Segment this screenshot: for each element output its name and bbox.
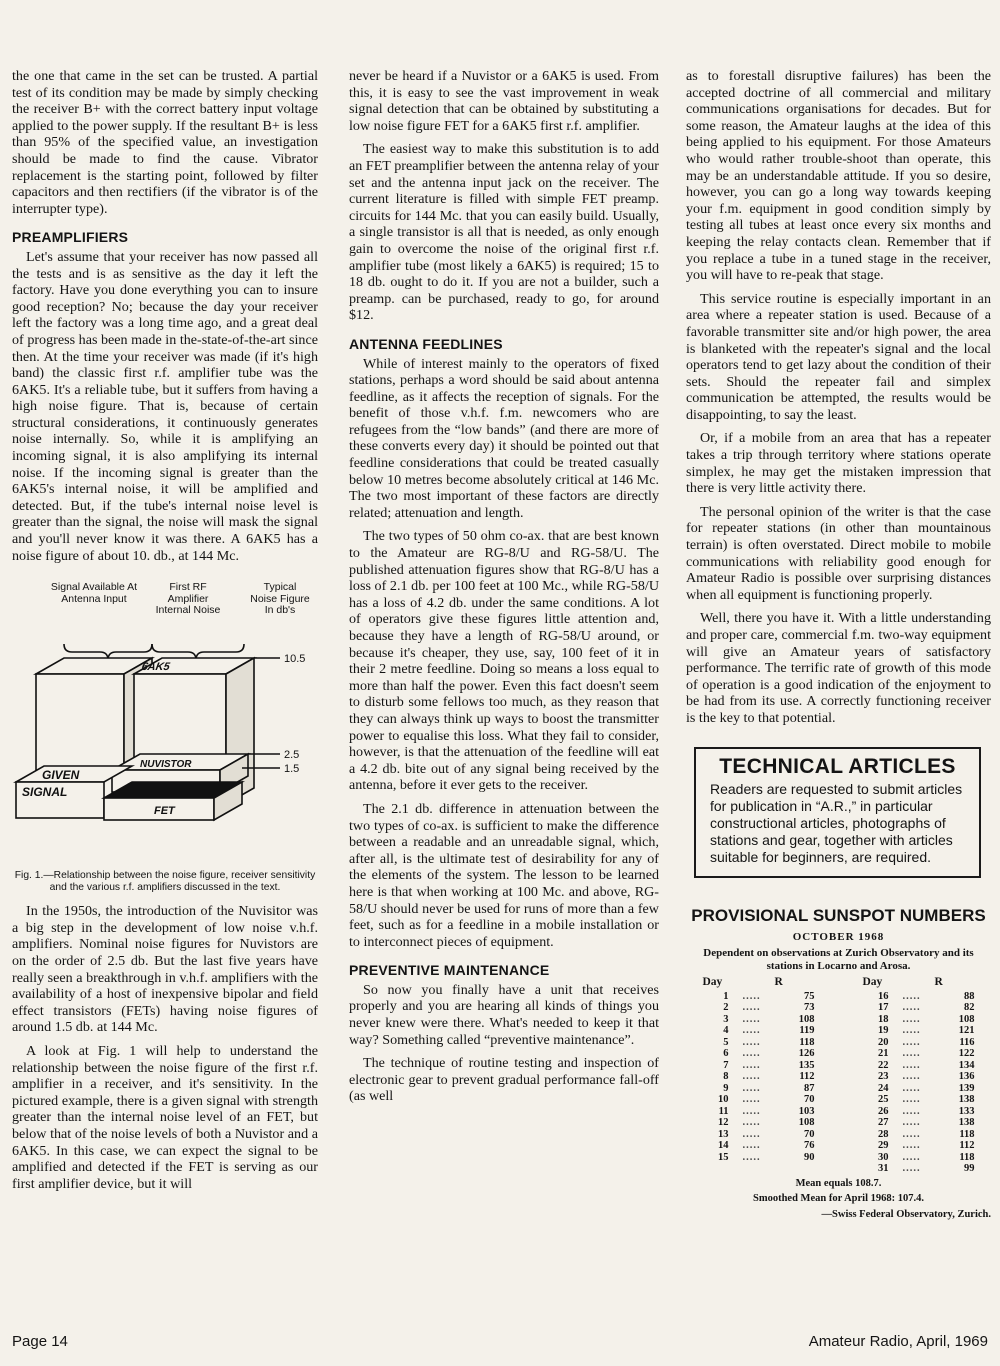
- dots-leader: [732, 1163, 772, 1175]
- gap-cell: [818, 1106, 860, 1118]
- dots-leader: .....: [902, 1013, 921, 1025]
- figure-label-first-rf: First RF Amplifier Internal Noise: [155, 581, 221, 617]
- paragraph: A look at Fig. 1 will help to understand the relationship between the noise figure of the first r.f. amplifier in a receiver, and it's sensitivity. In the pictured example, there is a given signal with strength greater than the internal noise level of an FET, but below that of the noise levels of both a Nuvistor and a 6AK5. In this case, we can expect the signal to be amplified and detected if the FET is serving as our first amplifier device, but it will: [12, 1042, 318, 1192]
- day-cell: 19: [878, 1025, 889, 1037]
- r-cell: 75: [804, 990, 815, 1002]
- dots-leader: .....: [742, 1059, 761, 1071]
- table-row: [700, 1025, 978, 1037]
- dots-leader: .....: [902, 1117, 921, 1129]
- day-cell: 30: [878, 1151, 889, 1163]
- dots-leader: .....: [902, 1059, 921, 1071]
- section-heading-antenna-feedlines: ANTENNA FEEDLINES: [349, 335, 503, 352]
- gap-cell: [818, 1048, 860, 1060]
- gap-cell: [818, 1025, 860, 1037]
- dots-leader: .....: [742, 990, 761, 1002]
- column-header-r: R: [774, 976, 783, 989]
- dots-leader: .....: [742, 1128, 761, 1140]
- tick-label-2-5: 2.5: [284, 749, 300, 762]
- tick-label-1-5: 1.5: [284, 763, 300, 776]
- tick-label-10-5: 10.5: [284, 653, 306, 666]
- gap-cell: [818, 1002, 860, 1014]
- gap-cell: [818, 1163, 860, 1175]
- dots-leader: .....: [742, 1117, 761, 1129]
- gap-cell: [818, 1071, 860, 1083]
- dots-leader: .....: [902, 1163, 921, 1175]
- table-row: [700, 1014, 978, 1026]
- r-cell: [772, 1163, 818, 1175]
- r-cell: 108: [798, 1117, 815, 1129]
- table-row: [700, 1071, 978, 1083]
- paragraph: Or, if a mobile from an area that has a repeater takes a trip through territory where stations operate simplex, he may get the mistaken impression that there is very little activity there.: [686, 430, 991, 497]
- dots-leader: .....: [742, 1105, 761, 1117]
- r-cell: 138: [958, 1117, 975, 1129]
- r-cell: 136: [958, 1071, 975, 1083]
- day-cell: 7: [723, 1059, 729, 1071]
- day-cell: 9: [723, 1082, 729, 1094]
- table-row: [700, 1140, 978, 1152]
- column-header-day: Day: [862, 976, 883, 989]
- dots-leader: .....: [742, 1013, 761, 1025]
- day-cell: 17: [878, 1002, 889, 1014]
- sunspot-mean: Mean equals 108.7.: [795, 1177, 882, 1189]
- page-number: Page 14: [12, 1333, 68, 1350]
- day-cell: 25: [878, 1094, 889, 1106]
- sunspot-dependent-note: Dependent on observations at Zurich Observatory and its stations in Locarno and Arosa.: [703, 947, 974, 973]
- column-header-r: R: [934, 976, 943, 989]
- day-cell: 21: [878, 1048, 889, 1060]
- table-row: [700, 1117, 978, 1129]
- sunspot-source: —Swiss Federal Observatory, Zurich.: [821, 1208, 991, 1220]
- r-cell: 118: [959, 1151, 975, 1163]
- paragraph: the one that came in the set can be trusted. A partial test of its condition may be made by simply checking the receiver B+ with the correct battery input voltage applied to the power supply. If the resultant B+ is less than 95% of the specified value, an investigation should be made to find the cause. Vibrator replacement is the starting point, followed by filter capacitors and then rectifiers (if the vibrator is of the interrupter type).: [12, 68, 318, 217]
- gap-cell: [818, 1152, 860, 1164]
- r-cell: 118: [959, 1128, 975, 1140]
- paragraph: never be heard if a Nuvistor or a 6AK5 is used. From this, it is easy to see the vast improvement in weak signal detection that can be obtained by substituting a low noise figure FET for a 6AK5 first r.f. amplifier.: [349, 68, 659, 134]
- table-row: [700, 1152, 978, 1164]
- r-cell: 82: [964, 1002, 975, 1014]
- day-cell: 13: [718, 1128, 729, 1140]
- day-cell: 3: [723, 1013, 729, 1025]
- table-row: [700, 1002, 978, 1014]
- block-label-signal: SIGNAL: [22, 785, 68, 800]
- paragraph: as to forestall disruptive failures) has been the accepted doctrine of all commercial and military communications organisations for decades. But for some reason, the Amateur laughs at the idea of this being applied to his equipment. For those Amateurs who would rather trouble-shoot than operate, this may be an understandable attitude. If you so desire, however, you can go a long way towards keeping your f.m. equipment in good condition simply by testing all tubes at least once every six months and keeping the relay contacts clean. Remember that if you replace a tube in a tuned stage in the receiver, you will have to re-peak that stage.: [686, 68, 991, 284]
- dots-leader: .....: [902, 1002, 921, 1014]
- day-cell: 6: [723, 1048, 729, 1060]
- r-cell: 108: [958, 1013, 975, 1025]
- block-label-nuvistor: NUVISTOR: [140, 759, 192, 771]
- r-cell: 108: [798, 1013, 815, 1025]
- block-label-given: GIVEN: [42, 768, 80, 783]
- r-cell: 121: [958, 1025, 975, 1037]
- r-cell: 134: [958, 1059, 975, 1071]
- column-3: [686, 68, 991, 1223]
- dots-leader: .....: [902, 1128, 921, 1140]
- dots-leader: .....: [902, 1071, 921, 1083]
- figure-caption: Fig. 1.—Relationship between the noise figure, receiver sensitivity and the various r.f. amplifiers discussed in the text.: [14, 870, 316, 893]
- r-cell: 99: [964, 1163, 975, 1175]
- r-cell: 122: [958, 1048, 975, 1060]
- gap-cell: [818, 1117, 860, 1129]
- column-header-day: Day: [702, 976, 723, 989]
- day-cell: 2: [723, 1002, 729, 1014]
- paragraph: The 2.1 db. difference in attenuation between the two types of co-ax. is sufficient to make the difference between a readable and an unreadable signal, which, after all, is the ultimate test of desirability for any of the elements of the system. The lesson to be learned here is that when working at 100 Mc. and above, RG-58/U should never be used for runs of more than a few feet, such as for a feedline in a mobile installation or to interconnect pieces of equipment.: [349, 800, 659, 950]
- day-cell: 23: [878, 1071, 889, 1083]
- dots-leader: .....: [742, 1036, 761, 1048]
- gap-cell: [818, 1037, 860, 1049]
- figure-label-noise: Typical Noise Figure In db's: [250, 581, 310, 617]
- r-cell: 88: [964, 990, 975, 1002]
- r-cell: 112: [799, 1071, 815, 1083]
- sunspot-table: [700, 977, 978, 1175]
- day-cell: 12: [718, 1117, 729, 1129]
- sunspot-month: OCTOBER 1968: [792, 930, 885, 943]
- dots-leader: .....: [902, 1140, 921, 1152]
- dots-leader: .....: [902, 1082, 921, 1094]
- block-label-fet: FET: [154, 805, 175, 818]
- day-cell: 14: [718, 1140, 729, 1152]
- dots-leader: .....: [902, 1048, 921, 1060]
- paragraph: The technique of routine testing and inspection of electronic gear to prevent gradual performance fall-off (as well: [349, 1055, 659, 1105]
- sunspot-section: [686, 908, 991, 1223]
- table-header-row: [700, 977, 978, 991]
- table-row: [700, 1163, 978, 1175]
- day-cell: 1: [723, 990, 729, 1002]
- paragraph: Well, there you have it. With a little understanding and proper care, commercial f.m. two-way equipment will give an Amateur years of satisfactory performance. The terrific rate of growth of this mode of operation is a good indication of the enjoyment to be had from its use. A correctly functioning receiver is the key to that potential.: [686, 610, 991, 726]
- r-cell: 133: [958, 1105, 975, 1117]
- day-cell: 28: [878, 1128, 889, 1140]
- table-row: [700, 1094, 978, 1106]
- paragraph: Let's assume that your receiver has now passed all the tests and is as sensitive as the day it left the factory. Have you done everything you can to insure good reception? No; because the day your receiver left the factory was a long time ago, and a great deal of progress has been made in the-state-of-the-art since then. At the time your receiver was made (if it's high band) the classic first r.f. amplifier tube was the 6AK5. It's a reliable tube, but it suffers from having a high noise figure. That is, because of certain structural considerations, it continuously generates noise internally. So, while it is amplifying an incoming signal, it is also amplifying its internal noise. If the incoming signal is greater than the 6AK5's internal noise, it will be amplified and detected. But, if the tube's internal noise level is greater than the signal, the noise will mask the signal and you'll never know it was there. A 6AK5 has a noise figure of about 10. db., at 144 Mc.: [12, 248, 318, 564]
- r-cell: 112: [959, 1140, 975, 1152]
- dots-leader: .....: [742, 1025, 761, 1037]
- noise-figure-diagram: [12, 574, 318, 864]
- paragraph: So now you finally have a unit that receives properly and you are hearing all kinds of things you never knew were there. What's needed to keep it that way? Something called “preventive maintenance”.: [349, 981, 659, 1048]
- day-cell: 4: [723, 1025, 729, 1037]
- figure-label-signal: Signal Available At Antenna Input: [50, 581, 138, 605]
- dots-leader: .....: [902, 1105, 921, 1117]
- day-cell: 27: [878, 1117, 889, 1129]
- table-row: [700, 1037, 978, 1049]
- sunspot-table-body: [700, 991, 978, 1175]
- section-heading-preventive-maintenance: PREVENTIVE MAINTENANCE: [349, 962, 550, 979]
- r-cell: 76: [804, 1140, 815, 1152]
- paragraph: The two types of 50 ohm co-ax. that are best known to the Amateur are RG-8/U and RG-58/U. The published attenuation figures show that RG-8/U has a loss of 2.1 db. per 100 feet at 100 Mc., while RG-58/U has a loss of 4.2 db. under the same conditions. A lot of operators give these figures little attention and, because they have a length of RG-58/U around, or because it's cheaper, they use, say, 100 feet of it in their 2 metre feedline. Doing so means a loss equal to more than half the power. Even this fact doesn't seem to disturb some fellows too much, as they reason that they can always think up ways to boost the transmitter power to equalise this loss. What they fail to consider, however, is that the attenuation of the feedline will eat a 4.2 db. bite out of any signal being received by the antenna, before it ever gets to the receiver.: [349, 528, 659, 794]
- gap-cell: [818, 1014, 860, 1026]
- column-1: [12, 68, 318, 1192]
- dots-leader: .....: [902, 1094, 921, 1106]
- gap-cell: [818, 1094, 860, 1106]
- r-cell: 70: [804, 1094, 815, 1106]
- day-cell: 29: [878, 1140, 889, 1152]
- r-cell: 73: [804, 1002, 815, 1014]
- paragraph: In the 1950s, the introduction of the Nuvisitor was a big step in the development of low noise v.h.f. amplifiers. Nominal noise figures for Nuvistors are on the order of 2.5 db. But the last five years have really seen a breakthrough in v.h.f. amplifiers with the availability of a host of inexpensive bipolar and field effect transistors (FETs) having noise figures of around 1.5 db. at 144 Mc.: [12, 903, 318, 1036]
- dots-leader: .....: [742, 1048, 761, 1060]
- day-cell: 26: [878, 1105, 889, 1117]
- figure-1: [12, 574, 318, 864]
- dots-leader: .....: [742, 1071, 761, 1083]
- day-cell: 11: [718, 1105, 729, 1117]
- dots-leader: .....: [742, 1082, 761, 1094]
- table-row: [700, 1129, 978, 1141]
- gap-cell: [818, 1060, 860, 1072]
- day-cell: 20: [878, 1036, 889, 1048]
- day-cell: 10: [718, 1094, 729, 1106]
- column-2: [349, 68, 659, 1105]
- r-cell: 119: [799, 1025, 815, 1037]
- table-row: [700, 991, 978, 1003]
- dots-leader: .....: [742, 1094, 761, 1106]
- dots-leader: .....: [742, 1151, 761, 1163]
- r-cell: 139: [958, 1082, 975, 1094]
- paragraph: This service routine is especially important in an area where a repeater station is used. Because of a favorable transmitter site and/or high power, the area is blanketed with the repeater's signal and the local operators tend to get lazy about the condition of their sets. Should the repeater fail and simplex communication be attempted, the results would be disappointing, to say the least.: [686, 290, 991, 423]
- day-cell: 16: [878, 990, 889, 1002]
- gap-cell: [818, 1129, 860, 1141]
- day-cell: 31: [878, 1163, 889, 1175]
- r-cell: 138: [958, 1094, 975, 1106]
- day-cell: 24: [878, 1082, 889, 1094]
- r-cell: 118: [799, 1036, 815, 1048]
- dots-leader: .....: [902, 1151, 921, 1163]
- day-cell: 8: [723, 1071, 729, 1083]
- paragraph: The personal opinion of the writer is that the case for repeater stations (in other than mountainous terrain) is often overstated. Direct mobile to mobile communications with reliability good enough for Amateur Radio is possible over surprising distances when all equipment is functioning properly.: [686, 503, 991, 603]
- sunspot-title: PROVISIONAL SUNSPOT NUMBERS: [691, 906, 986, 926]
- gap-cell: [818, 1083, 860, 1095]
- day-cell: 15: [718, 1151, 729, 1163]
- paragraph: While of interest mainly to the operators of fixed stations, perhaps a word should be said about antenna feedline, as it affects the reception of signals. For the benefit of those v.h.f. f.m. newcomers who are refugees from the “low bands” (and there are more of these converts every day) it should be pointed out that feedline considerations that could be treated casually below 10 metres become absolutely critical at 146 Mc. The two most important of these factors are directly related; attenuation and length.: [349, 355, 659, 521]
- dots-leader: .....: [902, 1025, 921, 1037]
- dots-leader: .....: [902, 990, 921, 1002]
- table-row: [700, 1083, 978, 1095]
- table-row: [700, 1048, 978, 1060]
- gap-cell: [818, 991, 860, 1003]
- day-cell: [700, 1163, 732, 1175]
- day-cell: 18: [878, 1013, 889, 1025]
- r-cell: 87: [804, 1082, 815, 1094]
- r-cell: 116: [959, 1036, 975, 1048]
- technical-articles-box: [694, 747, 981, 879]
- paragraph: The easiest way to make this substitution is to add an FET preamplifier between the antenna relay of your set and the antenna input jack on the receiver. The current literature is filled with simple FET preamp. circuits for 144 Mc. that you can easily build. Usually, a single transistor is all that is needed, as only enough gain to overcome the noise of the original first r.f. amplifier tube (most likely a 6AK5) is required; 15 to 18 db. ought to do it. If you are not a builder, such a preamp. can be purchased, ready to go, for around $12.: [349, 141, 659, 324]
- dots-leader: .....: [742, 1140, 761, 1152]
- technical-articles-text: Readers are requested to submit articles for publication in “A.R.,” in particular constructional articles, photographs of stations and gear, together with articles suitable for beginners, are required.: [710, 781, 963, 866]
- block-label-6ak5: 6AK5: [140, 661, 171, 674]
- day-cell: 5: [723, 1036, 729, 1048]
- section-heading-preamplifiers: PREAMPLIFIERS: [12, 229, 129, 246]
- technical-articles-title: TECHNICAL ARTICLES: [719, 754, 956, 778]
- gap-cell: [818, 1140, 860, 1152]
- r-cell: 135: [798, 1059, 815, 1071]
- r-cell: 90: [804, 1151, 815, 1163]
- table-row: [700, 1060, 978, 1072]
- dots-leader: .....: [742, 1002, 761, 1014]
- r-cell: 103: [798, 1105, 815, 1117]
- publication-name: Amateur Radio, April, 1969: [808, 1333, 988, 1350]
- dots-leader: .....: [902, 1036, 921, 1048]
- r-cell: 126: [798, 1048, 815, 1060]
- sunspot-smoothed-mean: Smoothed Mean for April 1968: 107.4.: [752, 1192, 924, 1204]
- r-cell: 70: [804, 1128, 815, 1140]
- day-cell: 22: [878, 1059, 889, 1071]
- table-row: [700, 1106, 978, 1118]
